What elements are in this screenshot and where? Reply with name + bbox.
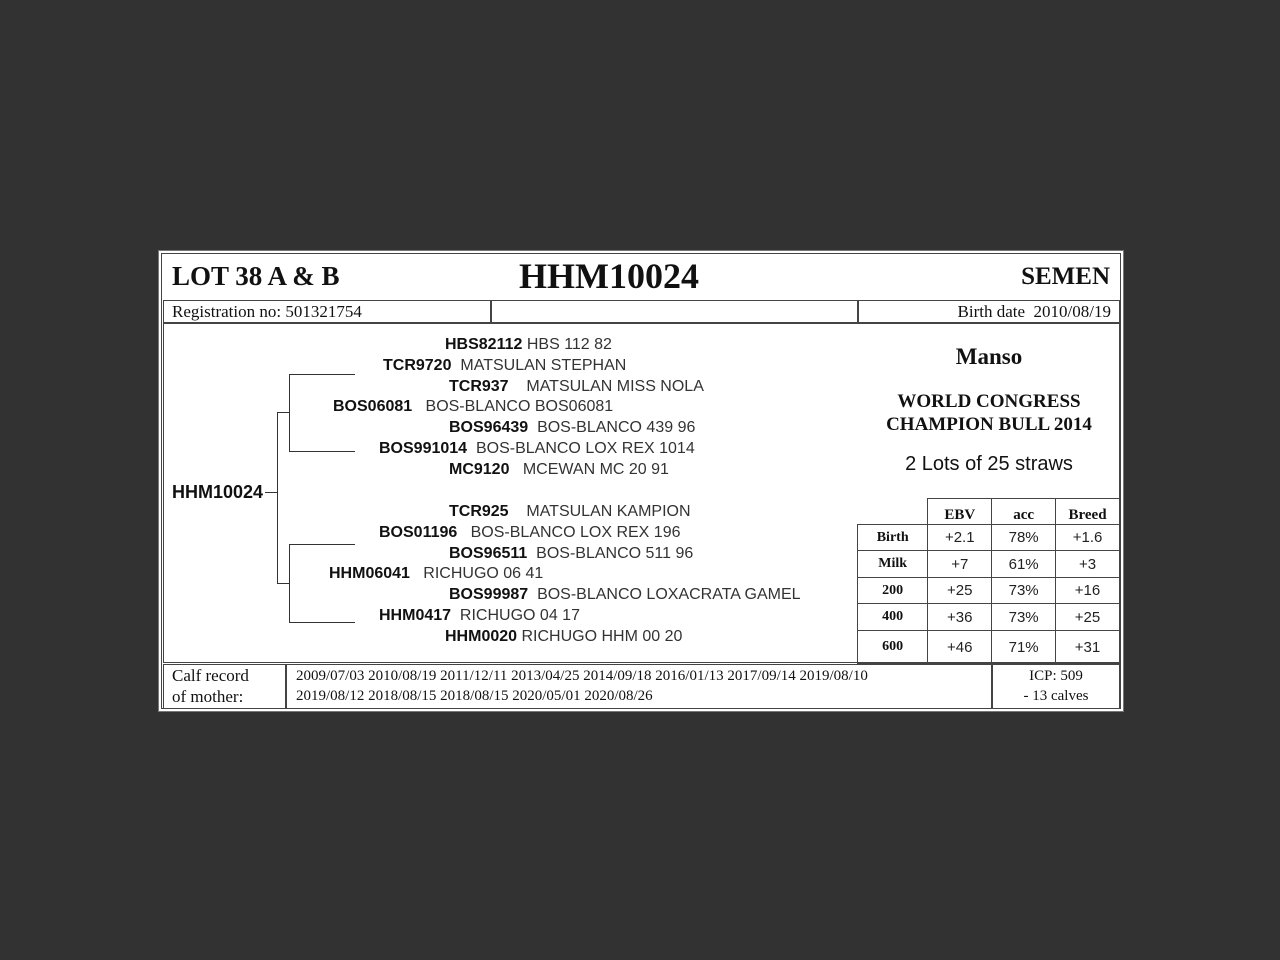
calf-record-dates-box xyxy=(286,664,992,709)
pedigree-sire: BOS06081 BOS-BLANCO BOS06081 xyxy=(333,398,614,415)
pedigree-dam-dam-sire: BOS99987 BOS-BLANCO LOXACRATA GAMEL xyxy=(449,586,801,603)
pedigree-dam-dam-dam: HHM0020 RICHUGO HHM 00 20 xyxy=(445,628,683,645)
pedigree-line xyxy=(289,451,355,452)
breed-value: +1.6 xyxy=(1056,525,1120,551)
pedigree-line xyxy=(265,492,277,493)
pedigree-sire-sire: TCR9720 MATSULAN STEPHAN xyxy=(383,357,627,374)
award-line-2: CHAMPION BULL 2014 xyxy=(886,414,1092,435)
breed-value: +25 xyxy=(1056,604,1120,631)
pedigree-line xyxy=(289,374,355,375)
pedigree-animal: HHM10024 xyxy=(172,482,264,502)
acc-value: 78% xyxy=(992,525,1056,551)
pedigree-sire-dam: BOS991014 BOS-BLANCO LOX REX 1014 xyxy=(379,440,695,457)
pedigree-line xyxy=(289,622,355,623)
ebv-row-label: 400 xyxy=(858,604,928,631)
breed-value: +16 xyxy=(1056,578,1120,604)
award-line-1: WORLD CONGRESS xyxy=(897,391,1081,412)
breed-value: +3 xyxy=(1056,551,1120,578)
acc-value: 73% xyxy=(992,578,1056,604)
registration-box xyxy=(163,300,491,323)
acc-value: 61% xyxy=(992,551,1056,578)
pedigree-dam: HHM06041 RICHUGO 06 41 xyxy=(329,565,544,582)
pedigree-dam-dam: HHM0417 RICHUGO 04 17 xyxy=(379,607,580,624)
ebv-row-600 xyxy=(858,631,1120,664)
pedigree-sire-sire-dam: TCR937 MATSULAN MISS NOLA xyxy=(449,378,704,395)
bull-name: Manso xyxy=(955,344,1023,369)
birth-date-box xyxy=(858,300,1120,323)
calf-dates-line-2: 2019/08/12 2018/08/15 2018/08/15 2020/05/01 2020/08/26 xyxy=(296,688,653,704)
ebv-row-birth xyxy=(858,525,1120,551)
ebv-value: +25 xyxy=(928,578,992,604)
icp-value: ICP: 509 xyxy=(1029,668,1083,684)
lot-number: LOT 38 A & B xyxy=(172,261,340,291)
ebv-row-400 xyxy=(858,604,1120,631)
calf-dates-line-1: 2009/07/03 2010/08/19 2011/12/11 2013/04/25 2014/09/18 2016/01/13 2017/09/14 2019/08/10 xyxy=(296,668,868,684)
ebv-value: +36 xyxy=(928,604,992,631)
breed-header: Breed xyxy=(1056,499,1120,525)
ebv-header-row xyxy=(858,499,1120,525)
birth-date xyxy=(958,302,1111,322)
ebv-value: +2.1 xyxy=(928,525,992,551)
info-empty-box xyxy=(491,300,858,323)
ebv-table xyxy=(857,498,1120,664)
acc-value: 73% xyxy=(992,604,1056,631)
ebv-row-label: Milk xyxy=(858,551,928,578)
pedigree-sire-sire-sire: HBS82112 HBS 112 82 xyxy=(445,336,612,353)
animal-id-title: HHM10024 xyxy=(519,256,699,296)
acc-header: acc xyxy=(992,499,1056,525)
pedigree-sire-dam-sire: BOS96439 BOS-BLANCO 439 96 xyxy=(449,419,696,436)
birth-date-value: 2010/08/19 xyxy=(1033,302,1111,321)
pedigree-dam-sire-dam: BOS96511 BOS-BLANCO 511 96 xyxy=(449,545,694,562)
sale-type: SEMEN xyxy=(1021,263,1110,290)
calf-record-label-1: Calf record xyxy=(172,666,249,685)
pedigree-sire-dam-dam: MC9120 MCEWAN MC 20 91 xyxy=(449,461,669,478)
ebv-row-label: 600 xyxy=(858,631,928,664)
pedigree-line xyxy=(289,374,290,451)
calf-record-label-box xyxy=(163,664,286,709)
ebv-value: +46 xyxy=(928,631,992,664)
pedigree-line xyxy=(277,412,278,583)
birth-date-label: Birth date xyxy=(957,302,1026,321)
ebv-row-200 xyxy=(858,578,1120,604)
breed-value: +31 xyxy=(1056,631,1120,664)
pedigree-dam-sire-sire: TCR925 MATSULAN KAMPION xyxy=(449,503,691,520)
pedigree-line xyxy=(289,544,355,545)
pedigree-dam-sire: BOS01196 BOS-BLANCO LOX REX 196 xyxy=(379,524,681,541)
pedigree-line xyxy=(289,544,290,622)
offer-text: 2 Lots of 25 straws xyxy=(905,453,1073,475)
ebv-row-milk xyxy=(858,551,1120,578)
icp-box xyxy=(992,664,1120,709)
calf-record-label-2: of mother: xyxy=(172,687,244,706)
pedigree-line xyxy=(277,583,289,584)
lot-card xyxy=(158,250,1124,712)
calf-count: - 13 calves xyxy=(1023,688,1089,704)
ebv-row-label: 200 xyxy=(858,578,928,604)
registration-number: Registration no: 501321754 xyxy=(172,302,362,321)
ebv-value: +7 xyxy=(928,551,992,578)
ebv-header: EBV xyxy=(928,499,992,525)
acc-value: 71% xyxy=(992,631,1056,664)
ebv-row-label: Birth xyxy=(858,525,928,551)
pedigree-line xyxy=(277,412,289,413)
